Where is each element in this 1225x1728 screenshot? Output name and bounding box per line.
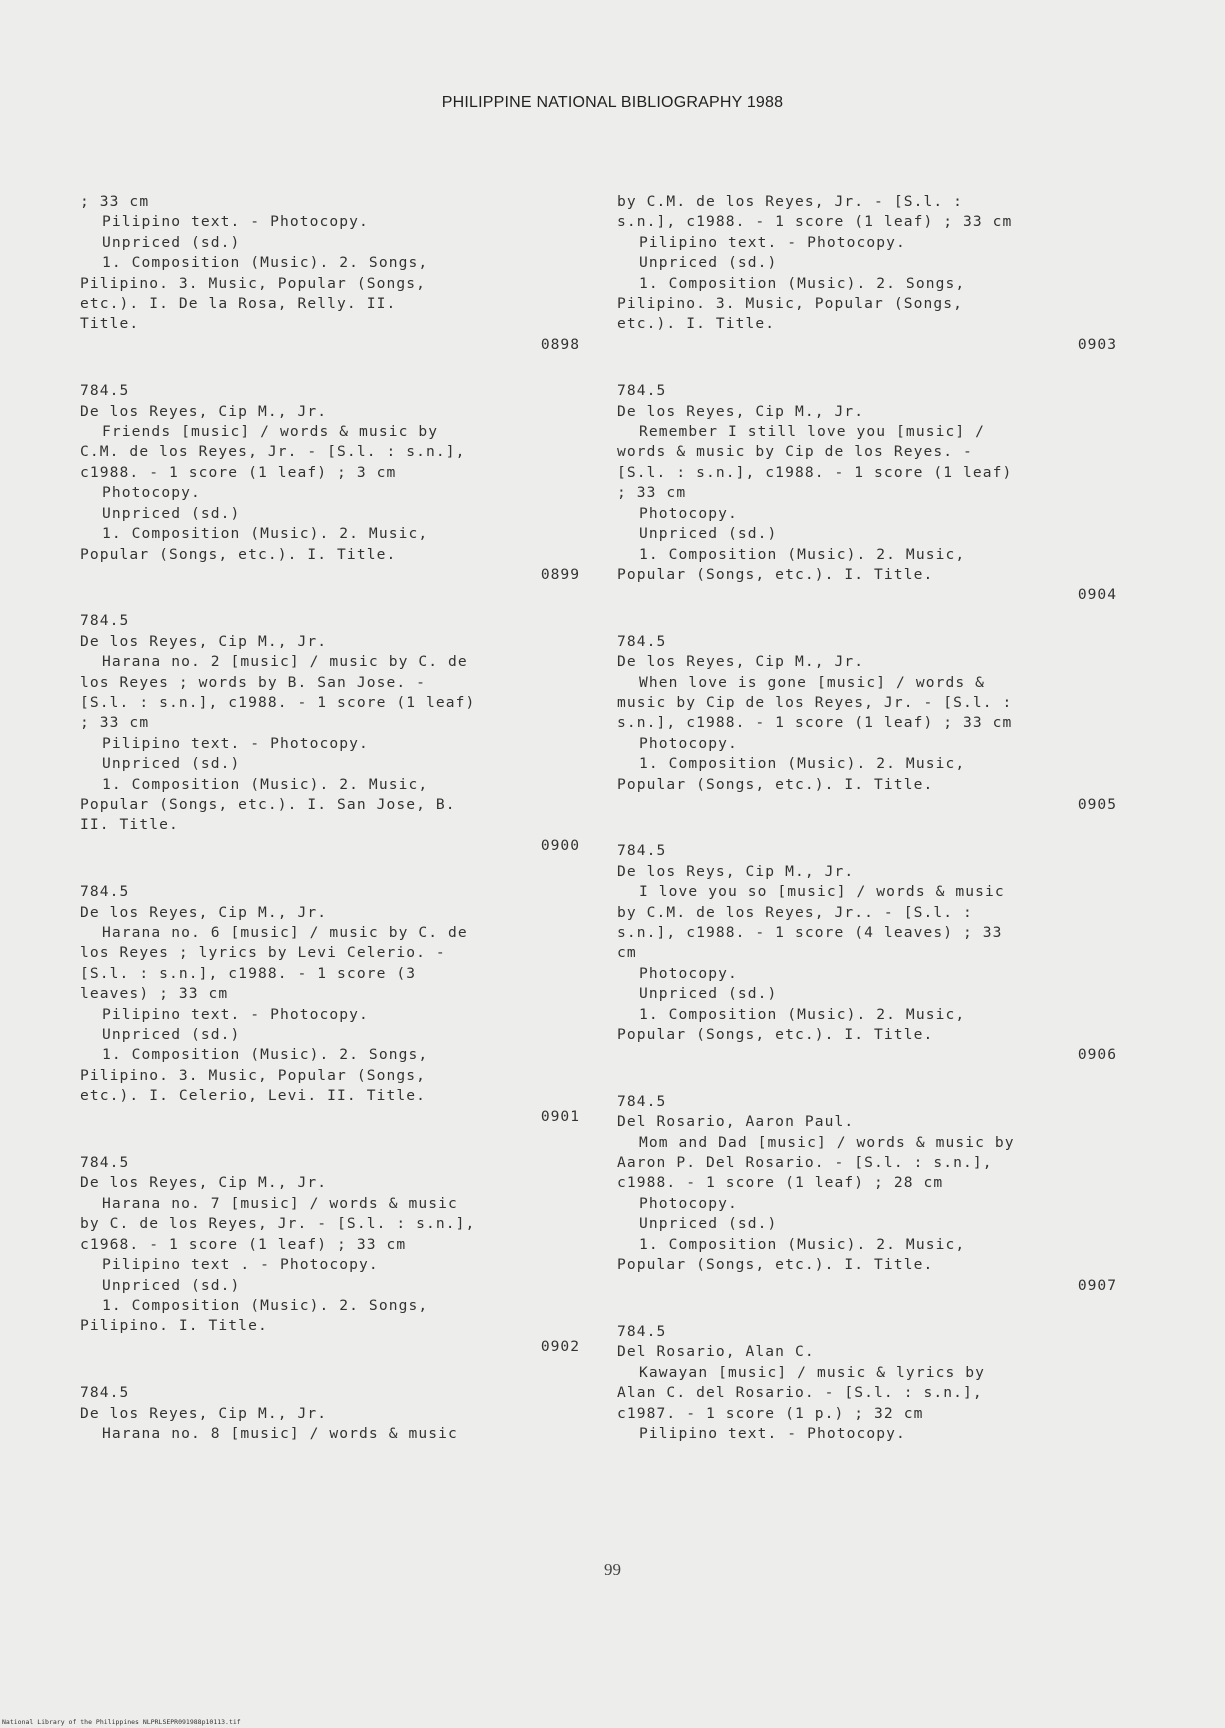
bibliographic-entry xyxy=(617,1322,1117,1444)
entry-line: 1. Composition (Music). 2. Music, xyxy=(102,775,429,793)
entry-line: Unpriced (sd.) xyxy=(639,985,778,1003)
entry-line: 1. Composition (Music). 2. Music, xyxy=(639,1235,966,1253)
entry-line: Pilipino text. - Photocopy. xyxy=(639,233,906,251)
entry-line: ; 33 cm xyxy=(80,714,150,732)
entry-line: 1. Composition (Music). 2. Songs, xyxy=(102,1046,429,1064)
entry-line: De los Reyes, Cip M., Jr. xyxy=(80,903,328,921)
entry-line: Harana no. 8 [music] / words & music xyxy=(102,1424,458,1442)
entry-line: Friends [music] / words & music by xyxy=(102,423,439,441)
entry-line: 1. Composition (Music). 2. Songs, xyxy=(102,254,429,272)
entry-line: los Reyes ; words by B. San Jose. - xyxy=(80,673,427,691)
entry-line: Unpriced (sd.) xyxy=(102,233,241,251)
entry-line: Pilipino text. - Photocopy. xyxy=(639,1424,906,1442)
entry-number: 0898 xyxy=(540,335,580,353)
footer-source-line: National Library of the Philippines NLPRLSEPR091988p10113.tif xyxy=(2,1718,241,1726)
entry-line: Unpriced (sd.) xyxy=(102,1026,241,1044)
bibliographic-entry xyxy=(80,1383,580,1444)
bibliographic-entry xyxy=(80,882,580,1127)
entry-line: 1. Composition (Music). 2. Songs, xyxy=(102,1296,429,1314)
left-column xyxy=(80,192,580,1470)
entry-number: 0907 xyxy=(1077,1276,1117,1294)
entry-line: Unpriced (sd.) xyxy=(102,755,241,773)
entry-line: Alan C. del Rosario. - [S.l. : s.n.], xyxy=(617,1384,983,1402)
entry-line: Photocopy. xyxy=(639,964,738,982)
entry-line: c1988. - 1 score (1 leaf) ; 28 cm xyxy=(617,1174,944,1192)
entry-line: Photocopy. xyxy=(639,734,738,752)
call-number: 784.5 xyxy=(617,632,667,650)
entry-line: c1968. - 1 score (1 leaf) ; 33 cm xyxy=(80,1235,407,1253)
entry-line: Unpriced (sd.) xyxy=(102,1276,241,1294)
entry-number: 0903 xyxy=(1077,335,1117,353)
bibliographic-entry xyxy=(617,841,1117,1065)
entry-line: Pilipino text. - Photocopy. xyxy=(102,213,369,231)
entry-line: s.n.], c1988. - 1 score (1 leaf) ; 33 cm xyxy=(617,213,1013,231)
bibliographic-entry xyxy=(80,192,580,355)
entry-line: by C.M. de los Reyes, Jr. - [S.l. : xyxy=(617,193,964,210)
entry-line: c1988. - 1 score (1 leaf) ; 3 cm xyxy=(80,463,397,481)
entry-line: Pilipino text. - Photocopy. xyxy=(102,1005,369,1023)
entry-line: When love is gone [music] / words & xyxy=(639,673,986,691)
entry-line: Pilipino. 3. Music, Popular (Songs, xyxy=(617,295,964,313)
entry-line: Unpriced (sd.) xyxy=(639,525,778,543)
entry-line: los Reyes ; lyrics by Levi Celerio. - xyxy=(80,944,446,962)
right-column xyxy=(617,192,1117,1470)
entry-line: [S.l. : s.n.], c1988. - 1 score (3 xyxy=(80,964,417,982)
entry-line: Popular (Songs, etc.). I. Title. xyxy=(617,1256,934,1274)
entry-number: 0904 xyxy=(1077,586,1117,604)
entry-line: Kawayan [music] / music & lyrics by xyxy=(639,1363,986,1381)
entry-line: [S.l. : s.n.], c1988. - 1 score (1 leaf) xyxy=(80,693,476,711)
page-number: 99 xyxy=(604,1560,621,1579)
entry-line: Popular (Songs, etc.). I. Title. xyxy=(80,545,397,563)
entry-line: leaves) ; 33 cm xyxy=(80,985,229,1003)
entry-line: Del Rosario, Aaron Paul. xyxy=(617,1113,855,1131)
entry-line: 1. Composition (Music). 2. Music, xyxy=(639,1005,966,1023)
entry-line: Popular (Songs, etc.). I. Title. xyxy=(617,565,934,583)
bibliographic-entry xyxy=(80,611,580,856)
entry-line: Pilipino text . - Photocopy. xyxy=(102,1256,379,1274)
call-number: 784.5 xyxy=(80,883,130,901)
entry-line: etc.). I. De la Rosa, Relly. II. xyxy=(80,295,397,313)
entry-line: by C.M. de los Reyes, Jr.. - [S.l. : xyxy=(617,903,973,921)
page-title: PHILIPPINE NATIONAL BIBLIOGRAPHY 1988 xyxy=(441,94,784,111)
entry-number: 0906 xyxy=(1077,1046,1117,1064)
entry-line: words & music by Cip de los Reyes. - xyxy=(617,443,973,461)
entry-line: Unpriced (sd.) xyxy=(639,254,778,272)
entry-line: Mom and Dad [music] / words & music by xyxy=(639,1133,1015,1151)
entry-line: Harana no. 2 [music] / music by C. de xyxy=(102,653,468,671)
entry-line: Unpriced (sd.) xyxy=(102,504,241,522)
entry-line: Popular (Songs, etc.). I. Title. xyxy=(617,775,934,793)
entry-line: ; 33 cm xyxy=(617,484,687,502)
entry-line: Photocopy. xyxy=(639,504,738,522)
entry-line: Harana no. 6 [music] / music by C. de xyxy=(102,924,468,941)
entry-line: Remember I still love you [music] / xyxy=(639,423,986,441)
entry-line: 1. Composition (Music). 2. Music, xyxy=(639,755,966,773)
bibliographic-entry xyxy=(80,1153,580,1357)
call-number: 784.5 xyxy=(617,1092,667,1110)
entry-line: cm xyxy=(617,944,637,962)
entry-line: Pilipino. 3. Music, Popular (Songs, xyxy=(80,274,427,292)
call-number: 784.5 xyxy=(617,842,667,860)
entry-line: De los Reyes, Cip M., Jr. xyxy=(80,1174,328,1192)
entry-line: C.M. de los Reyes, Jr. - [S.l. : s.n.], xyxy=(80,443,466,461)
entry-line: music by Cip de los Reyes, Jr. - [S.l. : xyxy=(617,693,1013,711)
entry-line: Pilipino. 3. Music, Popular (Songs, xyxy=(80,1066,427,1084)
entry-line: Del Rosario, Alan C. xyxy=(617,1343,815,1361)
entry-line: Harana no. 7 [music] / words & music xyxy=(102,1194,458,1212)
entry-number: 0901 xyxy=(540,1107,580,1125)
entry-line: 1. Composition (Music). 2. Music, xyxy=(102,525,429,543)
entry-line: Pilipino. I. Title. xyxy=(80,1317,268,1335)
entry-line: 1. Composition (Music). 2. Songs, xyxy=(639,274,966,292)
entry-number: 0899 xyxy=(540,565,580,583)
entry-line: etc.). I. Celerio, Levi. II. Title. xyxy=(80,1087,427,1105)
call-number: 784.5 xyxy=(80,382,130,400)
entry-line: Photocopy. xyxy=(102,484,201,502)
bibliographic-entry xyxy=(80,381,580,585)
entry-line: De los Reyes, Cip M., Jr. xyxy=(80,402,328,420)
bibliographic-entry xyxy=(617,381,1117,605)
entry-number: 0900 xyxy=(540,836,580,854)
bibliographic-entry xyxy=(617,632,1117,816)
entry-line: Popular (Songs, etc.). I. Title. xyxy=(617,1026,934,1044)
entry-line: Aaron P. Del Rosario. - [S.l. : s.n.], xyxy=(617,1154,993,1172)
entry-line: s.n.], c1988. - 1 score (4 leaves) ; 33 xyxy=(617,924,1003,941)
entry-line: s.n.], c1988. - 1 score (1 leaf) ; 33 cm xyxy=(617,714,1013,732)
entry-line: by C. de los Reyes, Jr. - [S.l. : s.n.], xyxy=(80,1215,476,1233)
entry-line: ; 33 cm xyxy=(80,193,150,210)
entry-line: Photocopy. xyxy=(639,1194,738,1212)
entry-line: De los Reyes, Cip M., Jr. xyxy=(617,653,865,671)
entry-line: Unpriced (sd.) xyxy=(639,1215,778,1233)
entry-line: [S.l. : s.n.], c1988. - 1 score (1 leaf) xyxy=(617,463,1013,481)
call-number: 784.5 xyxy=(80,612,130,630)
entry-line: De los Reyes, Cip M., Jr. xyxy=(80,632,328,650)
call-number: 784.5 xyxy=(617,382,667,400)
bibliographic-entry xyxy=(617,192,1117,355)
entry-line: De los Reys, Cip M., Jr. xyxy=(617,862,855,880)
entry-line: c1987. - 1 score (1 p.) ; 32 cm xyxy=(617,1404,924,1422)
call-number: 784.5 xyxy=(80,1384,130,1402)
entry-line: De los Reyes, Cip M., Jr. xyxy=(617,402,865,420)
entry-number: 0902 xyxy=(540,1337,580,1355)
entry-line: 1. Composition (Music). 2. Music, xyxy=(639,545,966,563)
entry-line: Title. xyxy=(80,315,140,333)
entry-line: Pilipino text. - Photocopy. xyxy=(102,734,369,752)
call-number: 784.5 xyxy=(617,1322,667,1340)
bibliographic-entry xyxy=(617,1092,1117,1296)
entry-line: De los Reyes, Cip M., Jr. xyxy=(80,1404,328,1422)
call-number: 784.5 xyxy=(80,1154,130,1172)
entry-line: etc.). I. Title. xyxy=(617,315,776,333)
entry-number: 0905 xyxy=(1077,795,1117,813)
entry-line: II. Title. xyxy=(80,816,179,834)
entry-line: Popular (Songs, etc.). I. San Jose, B. xyxy=(80,795,456,813)
entry-line: I love you so [music] / words & music xyxy=(639,883,1005,901)
